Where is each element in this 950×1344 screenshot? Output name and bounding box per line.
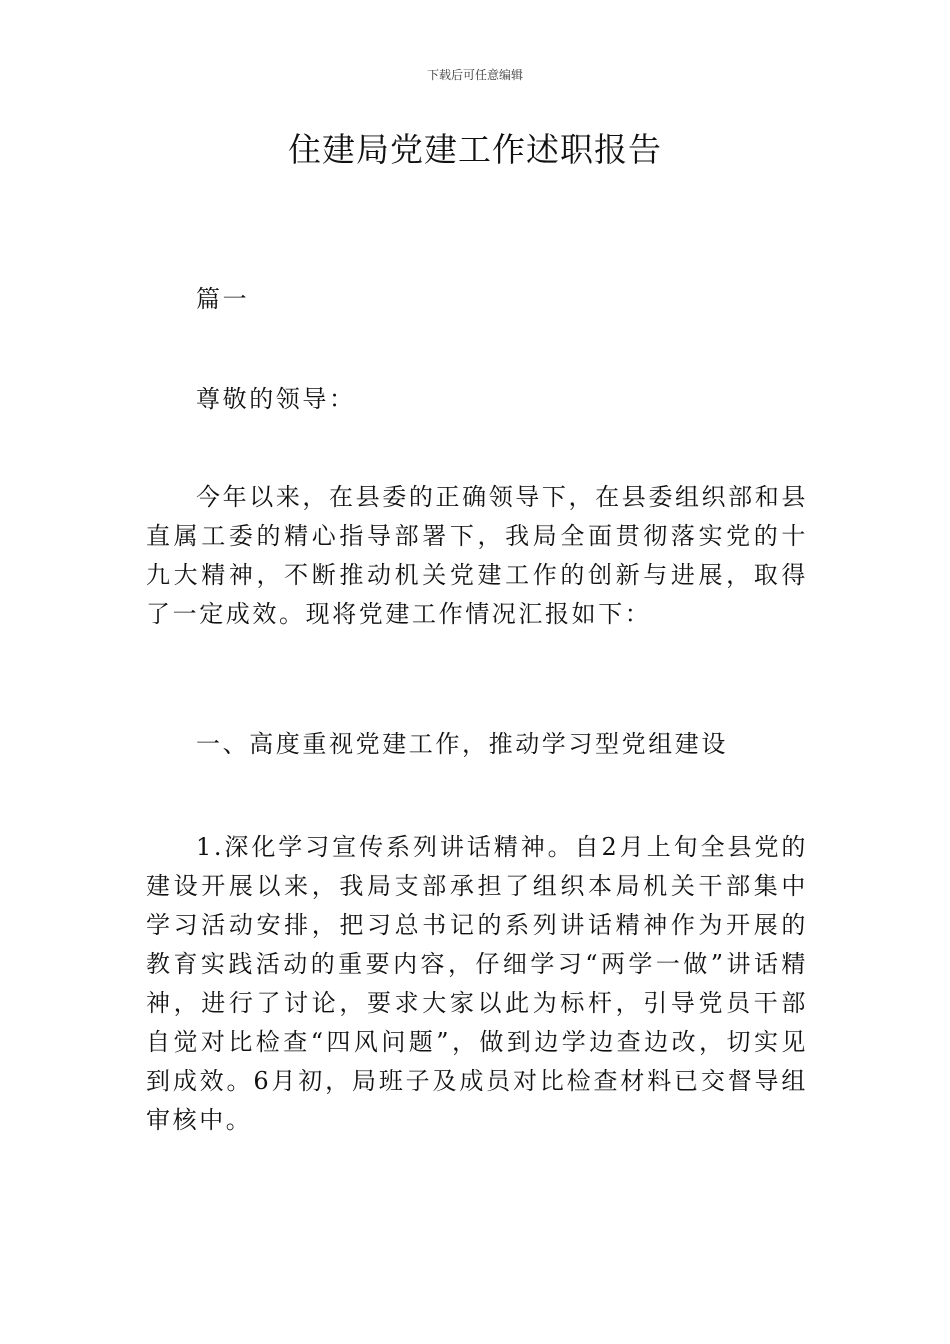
- document-title: 住建局党建工作述职报告: [288, 130, 662, 169]
- header-note: 下载后可任意编辑: [426, 68, 523, 82]
- section-heading: 一、高度重视党建工作，推动学习型党组建设: [196, 730, 728, 758]
- salutation: 尊敬的领导：: [196, 385, 356, 413]
- item-paragraph: 1.深化学习宣传系列讲话精神。自2月上旬全县党的建设开展以来，我局支部承担了组织本局机关干部集中学习活动安排，把习总书记的系列讲话精神作为开展的教育实践活动的重要内容，仔细学习“两学一做”讲话精神，进行了讨论，要求大家以此为标杆，引导党员干部自觉对比检查“四风问题”，做到边学边查边改，切实见到成效。6月初，局班子及成员对比检查材料已交督导组审核中。: [146, 833, 808, 1134]
- part-label: 篇一: [196, 285, 250, 313]
- intro-paragraph: 今年以来，在县委的正确领导下，在县委组织部和县直属工委的精心指导部署下，我局全面贯彻落实党的十九大精神，不断推动机关党建工作的创新与进展，取得了一定成效。现将党建工作情况汇报如下：: [146, 483, 808, 628]
